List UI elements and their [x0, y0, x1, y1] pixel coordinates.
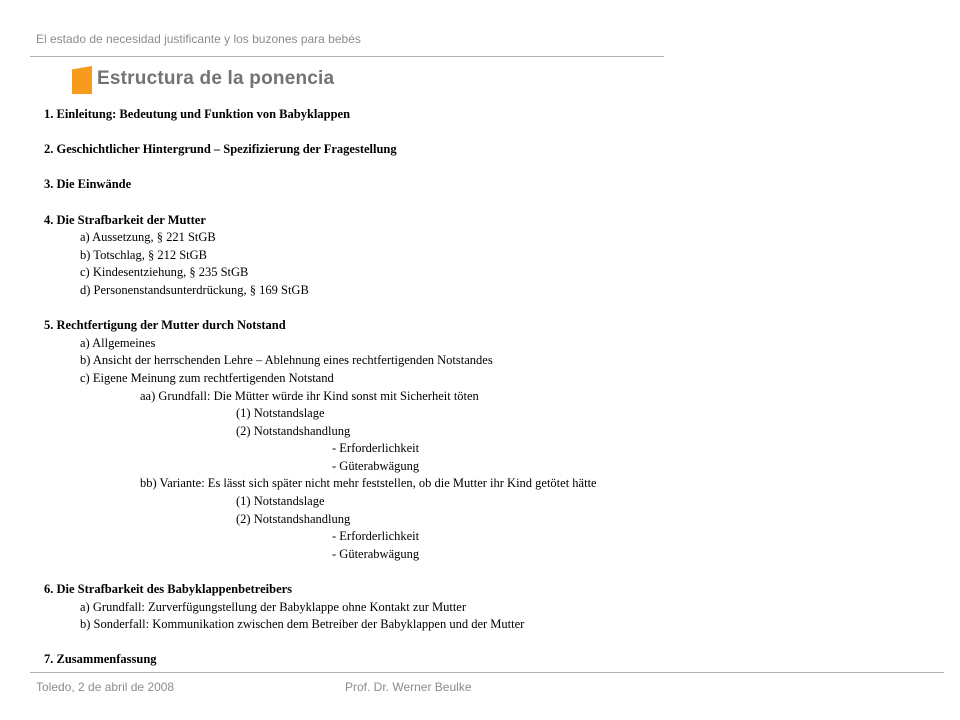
outline — [44, 106, 744, 669]
outline-section-4: 4. Die Strafbarkeit der Mutter — [44, 212, 206, 227]
outline-subitem: (2) Notstandshandlung — [236, 423, 351, 438]
outline-subitem: (1) Notstandslage — [236, 494, 325, 509]
outline-item: a) Aussetzung, § 221 StGB — [80, 230, 216, 245]
outline-item: b) Sonderfall: Kommunikation zwischen dem Betreiber der Babyklappen und der Mutter — [80, 617, 525, 632]
outline-subitem: - Güterabwägung — [332, 546, 420, 561]
outline-section-5: 5. Rechtfertigung der Mutter durch Notstand — [44, 318, 286, 333]
outline-section-2: 2. Geschichtlicher Hintergrund – Spezifizierung der Fragestellung — [44, 142, 397, 157]
outline-subitem: aa) Grundfall: Die Mütter würde ihr Kind sonst mit Sicherheit töten — [140, 388, 479, 403]
footer-author: Prof. Dr. Werner Beulke — [345, 680, 472, 694]
outline-subitem: - Güterabwägung — [332, 458, 420, 473]
slide-title: Estructura de la ponencia — [97, 68, 335, 89]
outline-section-7: 7. Zusammenfassung — [44, 652, 157, 667]
title-marker-icon — [72, 66, 92, 94]
outline-section-1: 1. Einleitung: Bedeutung und Funktion von Babyklappen — [44, 107, 351, 121]
outline-subitem: - Erforderlichkeit — [332, 529, 420, 544]
outline-item: c) Eigene Meinung zum rechtfertigenden Notstand — [80, 370, 334, 385]
outline-section-6: 6. Die Strafbarkeit des Babyklappenbetreibers — [44, 582, 293, 597]
outline-item: c) Kindesentziehung, § 235 StGB — [80, 265, 249, 280]
outline-item: b) Ansicht der herrschenden Lehre – Ablehnung eines rechtfertigenden Notstandes — [80, 353, 493, 368]
outline-subitem: bb) Variante: Es lässt sich später nicht mehr feststellen, ob die Mutter ihr Kind getötet hätte — [140, 476, 597, 491]
outline-subitem: - Erforderlichkeit — [332, 441, 420, 456]
outline-subitem: (2) Notstandshandlung — [236, 511, 351, 526]
outline-item: d) Personenstandsunterdrückung, § 169 StGB — [80, 282, 309, 297]
outline-subitem: (1) Notstandslage — [236, 406, 325, 421]
header-text: El estado de necesidad justificante y los buzones para bebés — [36, 32, 361, 46]
outline-section-3: 3. Die Einwände — [44, 177, 132, 192]
footer-date: Toledo, 2 de abril de 2008 — [36, 680, 175, 694]
header-divider — [30, 56, 664, 57]
footer-divider — [30, 672, 944, 673]
outline-item: a) Grundfall: Zurverfügungstellung der Babyklappe ohne Kontakt zur Mutter — [80, 599, 466, 614]
outline-item: b) Totschlag, § 212 StGB — [80, 247, 208, 262]
outline-item: a) Allgemeines — [80, 335, 156, 350]
